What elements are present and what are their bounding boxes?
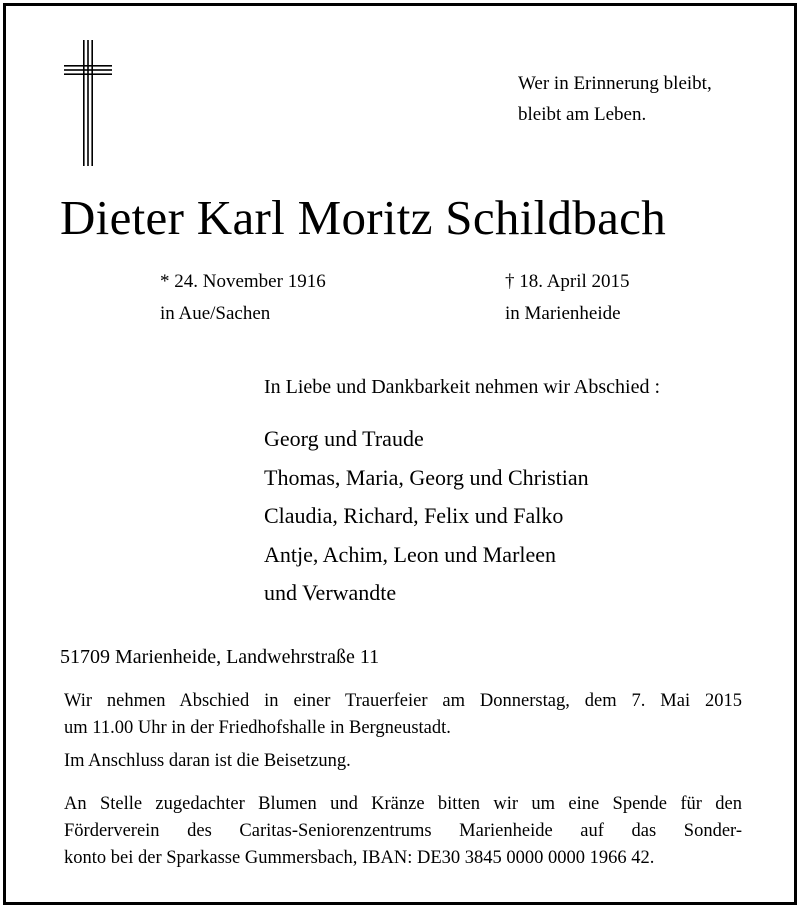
birth-date: * 24. November 1916 (160, 271, 326, 292)
mourner-line: Georg und Traude (264, 426, 424, 451)
mourner-line: Claudia, Richard, Felix und Falko (264, 503, 564, 528)
deceased-name: Dieter Karl Moritz Schildbach (60, 190, 667, 245)
donation-line: konto bei der Sparkasse Gummersbach, IBAN: DE30 3845 0000 0000 1966 42. (64, 848, 655, 868)
motto (518, 68, 712, 130)
ceremony-info (64, 688, 742, 742)
ceremony-line: Wir nehmen Abschied in einer Trauerfeier am Donnerstag, dem 7. Mai 2015 (64, 691, 742, 711)
cross-icon (60, 38, 116, 168)
family-address: 51709 Marienheide, Landwehrstraße 11 (60, 646, 380, 668)
mourner-line: Antje, Achim, Leon und Marleen (264, 541, 557, 567)
death-place: in Marienheide (505, 303, 621, 324)
mourners-list (264, 420, 589, 613)
donation-line: Förderverein des Caritas-Seniorenzentrums Marienheide auf das Sonder- (64, 821, 742, 841)
donation-info (64, 791, 742, 872)
donation-line: An Stelle zugedachter Blumen und Kränze bitten wir um eine Spende für den (64, 794, 742, 814)
death-info (505, 266, 630, 330)
ceremony-line: um 11.00 Uhr in der Friedhofshalle in Bergneustadt. (64, 718, 451, 738)
farewell-intro: In Liebe und Dankbarkeit nehmen wir Abschied : (264, 376, 660, 398)
mourner-line: Thomas, Maria, Georg und Christian (264, 464, 589, 490)
mourner-line: und Verwandte (264, 580, 397, 605)
birth-info (160, 266, 326, 330)
motto-line: Wer in Erinnerung bleibt, (518, 73, 712, 94)
burial-line: Im Anschluss daran ist die Beisetzung. (64, 751, 351, 771)
burial-info (64, 748, 742, 775)
motto-line: bleibt am Leben. (518, 104, 647, 125)
birth-place: in Aue/Sachen (160, 303, 271, 324)
death-date: † 18. April 2015 (505, 271, 630, 292)
